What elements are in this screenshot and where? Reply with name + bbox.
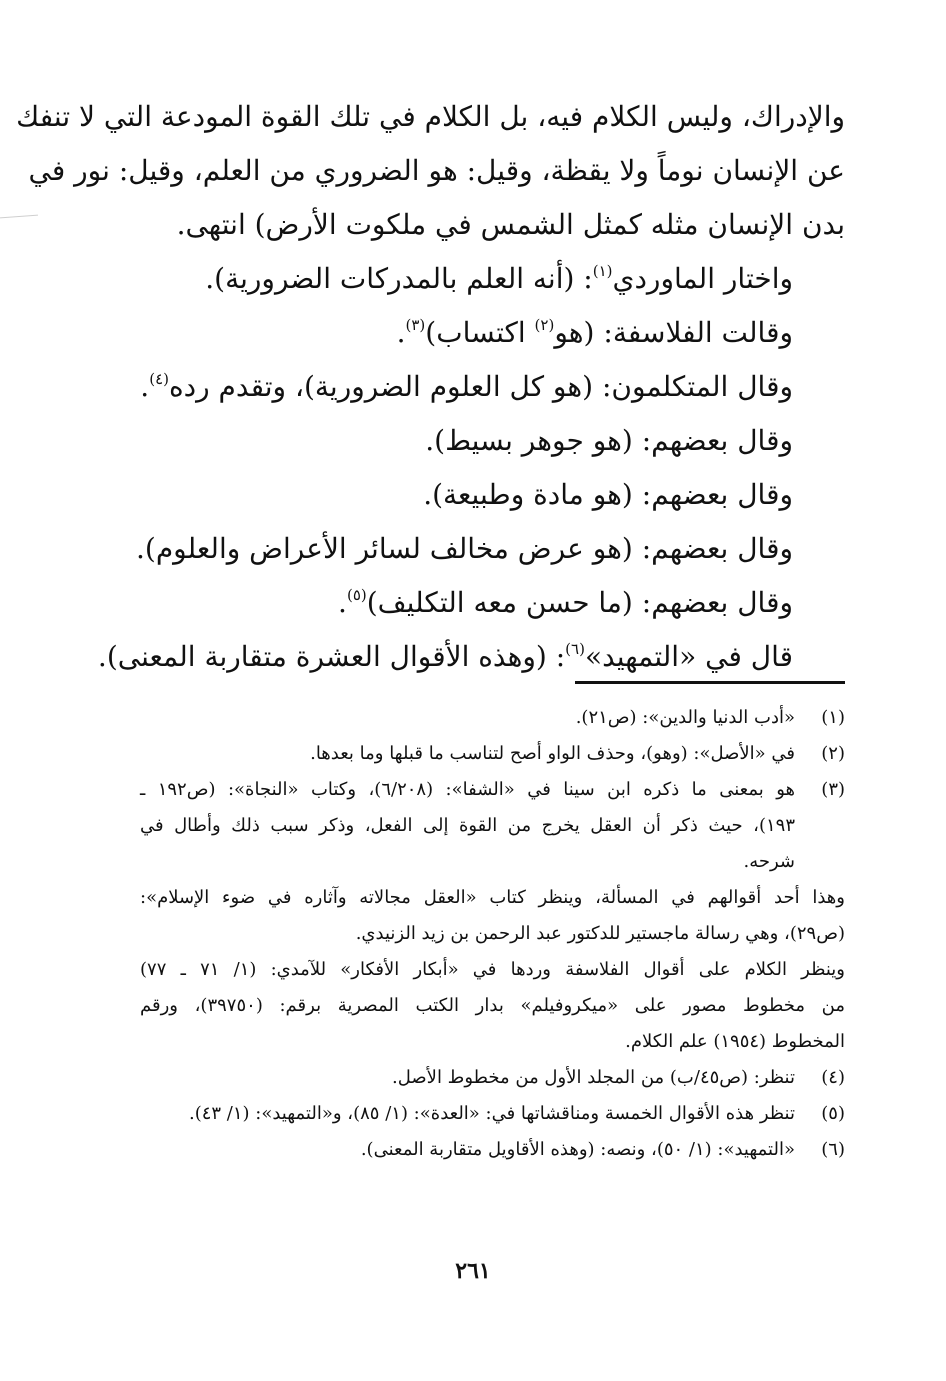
some-said-line-3: وقال بعضهم: (هو عرض مخالف لسائر الأعراض والعلوم). [136, 532, 793, 565]
footnote-number-3: (٣) [821, 779, 846, 800]
body-line-2: عن الإنسان نوماً ولا يقظة، وقيل: هو الضروري من العلم، وقيل: نور في [28, 154, 845, 187]
philosophers-end: . [396, 316, 406, 349]
footnote-3-line-2: ١٩٣)، حيث ذكر أن العقل يخرج من القوة إلى الفعل، وذكر سبب ذلك وأطال في [140, 815, 795, 836]
footnote-number-6: (٦) [821, 1139, 845, 1160]
some-said-line-1: وقال بعضهم: (هو جوهر بسيط). [425, 424, 793, 457]
footnote-number-4: (٤) [821, 1067, 845, 1088]
tamhid-text: قال في «التمهيد» [584, 640, 793, 673]
footnote-number-2: (٢) [821, 743, 845, 764]
footnote-1 [140, 700, 845, 736]
footnote-ref-5: (٥) [346, 586, 367, 604]
footnote-3-para2-line-2: (ص٢٩)، وهي رسالة ماجستير للدكتور عبد الرحمن بن زيد الزنيدي. [355, 923, 845, 944]
mutakallimun-line [135, 360, 845, 414]
footnote-ref-1: (١) [592, 262, 613, 280]
footnote-number-5: (٥) [821, 1103, 845, 1124]
mutakallimun-text: وقال المتكلمون: (هو كل العلوم الضرورية)، وتقدم رده [168, 370, 793, 403]
mawardi-text: واختار الماوردي [612, 262, 793, 295]
philosophers-middle: اكتساب) [425, 316, 535, 349]
footnote-4 [140, 1060, 845, 1096]
scan-margin-mark [0, 215, 38, 219]
philosophers-line [135, 306, 845, 360]
some-said-4-end: . [338, 586, 347, 619]
footnote-text-4: تنظر: (ص٤٥/ب) من المجلد الأول من مخطوط الأصل. [392, 1067, 795, 1088]
footnote-3-line-3: شرحه. [743, 851, 795, 872]
footnote-5 [140, 1096, 845, 1132]
footnote-text-2: في «الأصل»: (وهو)، وحذف الواو أصح لتناسب ما قبلها وما بعدها. [310, 743, 795, 764]
footnote-text-6: «التمهيد»: (١/ ٥٠)، ونصه: (وهذه الأقاويل متقاربة المعنى). [360, 1139, 795, 1160]
body-line-3: بدن الإنسان مثله كمثل الشمس في ملكوت الأرض) انتهى. [176, 208, 845, 241]
footnote-3-para3-line-2: من مخطوط مصور على «ميكروفيلم» بدار الكتب المصرية برقم: (٣٩٧٥٠)، ورقم [140, 995, 846, 1016]
footnote-3 [140, 772, 845, 808]
footnote-3-para2-line-1: وهذا أحد أقوالهم في المسألة، وينظر كتاب «العقل مجالاته وآثاره في ضوء الإسلام»: [140, 887, 845, 908]
footnote-ref-6: (٦) [565, 640, 585, 658]
mutakallimun-end: . [140, 370, 150, 403]
footnote-text-3: هو بمعنى ما ذكره ابن سينا في «الشفا»: (٦/٢٠٨)، وكتاب «النجاة»: (ص١٩٢ ـ [140, 779, 796, 800]
mawardi-line [135, 252, 845, 306]
philosophers-text: وقالت الفلاسفة: (هو [554, 316, 793, 349]
footnote-text-1: «أدب الدنيا والدين»: (ص٢١). [575, 707, 795, 728]
footnote-3-para3-line-3: المخطوط (١٩٥٤) علم الكلام. [625, 1031, 845, 1052]
some-said-line-4 [135, 576, 845, 630]
footnote-separator [575, 681, 845, 684]
body-line-1: والإدراك، وليس الكلام فيه، بل الكلام في تلك القوة المودعة التي لا تنفك [16, 100, 845, 133]
some-said-4-text: وقال بعضهم: (ما حسن معه التكليف) [366, 586, 793, 619]
footnote-2 [140, 736, 845, 772]
some-said-line-2: وقال بعضهم: (هو مادة وطبيعة). [423, 478, 793, 511]
footnotes [140, 700, 845, 1168]
footnote-ref-3: (٣) [405, 316, 426, 334]
tamhid-line [97, 630, 845, 684]
footnote-3-para3-line-1: وينظر الكلام على أقوال الفلاسفة وردها في «أبكار الأفكار» للآمدي: (١/ ٧١ ـ ٧٧) [140, 959, 845, 980]
footnote-ref-4: (٤) [149, 370, 169, 388]
footnote-ref-2: (٢) [534, 316, 555, 334]
page-number: ٢٦١ [455, 1258, 491, 1284]
footnote-6 [140, 1132, 845, 1168]
tamhid-quote: : (وهذه الأقوال العشرة متقاربة المعنى). [97, 640, 566, 673]
footnote-number-1: (١) [821, 707, 845, 728]
main-text [16, 90, 845, 684]
mawardi-quote: : (أنه العلم بالمدركات الضرورية). [205, 262, 593, 295]
footnote-text-5: تنظر هذه الأقوال الخمسة ومناقشاتها في: «العدة»: (١/ ٨٥)، و«التمهيد»: (١/ ٤٣). [188, 1103, 795, 1124]
